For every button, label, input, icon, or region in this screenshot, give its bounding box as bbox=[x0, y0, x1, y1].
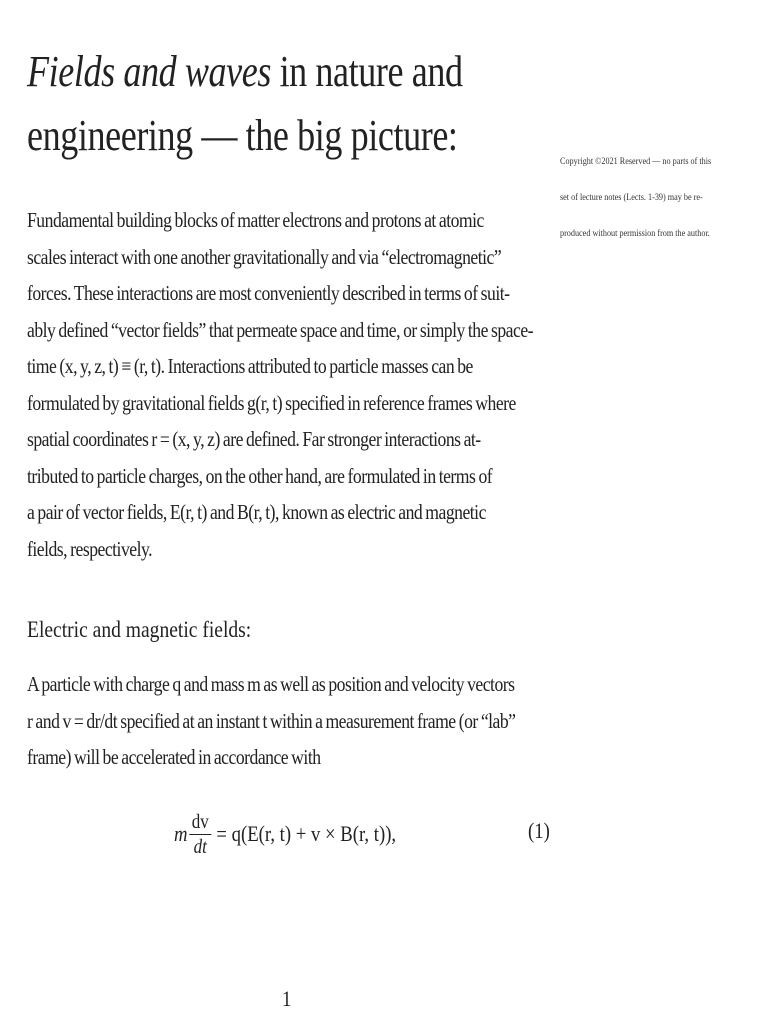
sidenote-line-2: set of lecture notes (Lects. 1-39) may be re- bbox=[560, 193, 703, 203]
section-paragraph bbox=[27, 666, 549, 776]
intro-line-9: a pair of vector fields, E(r, t) and B(r, t), known as electric and magnetic bbox=[27, 500, 486, 524]
page-number: 1 bbox=[282, 986, 292, 1011]
intro-line-1: Fundamental building blocks of matter electrons and protons at atomic bbox=[27, 208, 484, 232]
equation-body bbox=[174, 806, 396, 862]
section-line-1: A particle with charge q and mass m as well as position and velocity vectors bbox=[27, 672, 515, 696]
equation-mass: m bbox=[174, 821, 188, 846]
sidenote-line-1: Copyright ©2021 Reserved — no parts of this bbox=[560, 157, 712, 167]
equation-frac-denominator: dt bbox=[193, 835, 207, 858]
intro-line-6: formulated by gravitational fields g(r, t) specified in reference frames where bbox=[27, 390, 516, 415]
title-line1-rest: in nature and bbox=[270, 47, 463, 96]
intro-paragraph bbox=[27, 202, 549, 567]
intro-line-8: tributed to particle charges, on the other hand, are formulated in terms of bbox=[27, 463, 493, 488]
equation-1 bbox=[0, 806, 768, 876]
title-italic-part: Fields and waves bbox=[27, 47, 271, 96]
copyright-sidenote bbox=[560, 144, 712, 252]
equation-number: (1) bbox=[528, 818, 550, 843]
intro-line-2: scales interact with one another gravitationally and via “electromagnetic” bbox=[27, 244, 502, 269]
title-line2: engineering — the big picture: bbox=[27, 111, 458, 160]
intro-line-4: ably defined “vector fields” that permeate space and time, or simply the space- bbox=[27, 317, 534, 342]
equation-derivative bbox=[189, 810, 211, 859]
section-line-3: frame) will be accelerated in accordance with bbox=[27, 745, 321, 769]
intro-line-3: forces. These interactions are most conveniently described in terms of suit- bbox=[27, 281, 510, 305]
section-line-2: r and v = dr/dt specified at an instant t within a measurement frame (or “lab” bbox=[27, 708, 516, 733]
intro-line-10: fields, respectively. bbox=[27, 536, 153, 561]
intro-line-5: time (x, y, z, t) ≡ (r, t). Interactions attributed to particle masses can be bbox=[27, 354, 473, 378]
intro-line-7: spatial coordinates r = (x, y, z) are defined. Far stronger interactions at- bbox=[27, 427, 481, 451]
section-heading: Electric and magnetic fields: bbox=[27, 617, 252, 642]
equation-frac-numerator: dv bbox=[189, 810, 211, 835]
page-title bbox=[27, 40, 463, 168]
sidenote-line-3: produced without permission from the author. bbox=[560, 229, 710, 239]
equation-rhs: = q(E(r, t) + v × B(r, t)), bbox=[216, 821, 397, 846]
